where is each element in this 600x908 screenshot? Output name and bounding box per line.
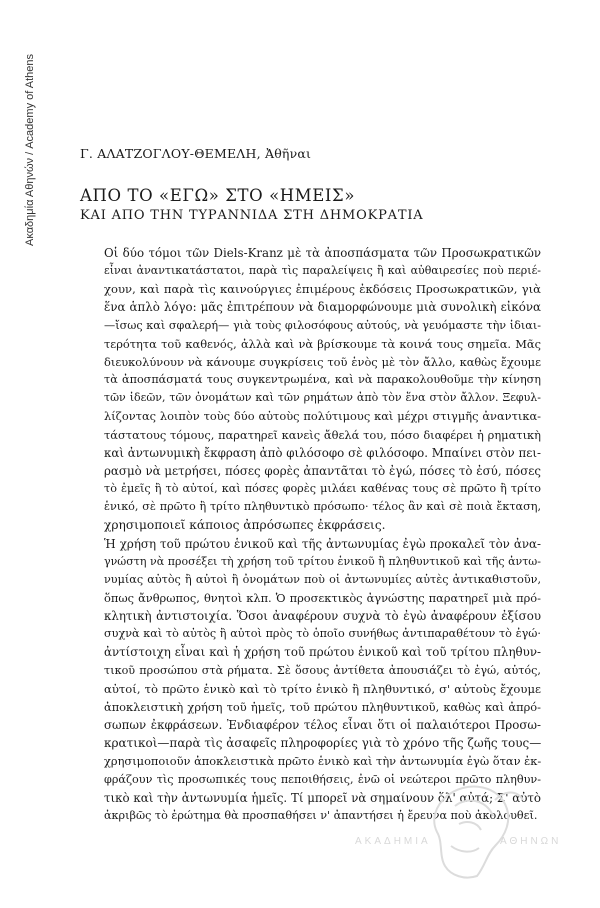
text-line: ἕνα ἁπλὸ λόγο: μᾶς ἐπιτρέπουν νὰ διαμορφώνουμε μιὰ συνολικὴ εἰκόνα	[104, 300, 541, 315]
paragraph	[80, 244, 541, 535]
text-line: φράζουν τὶς προσωπικές τους πεποιθήσεις, ἐνῶ οἱ νεώτεροι πρῶτο πληθυν-	[104, 772, 541, 786]
text-line: ἑνικό, σὲ πρῶτο ἢ τρίτο πληθυντικὸ πρόσωπο· τέλος ἂν καὶ σὲ ποιὰ ἔκταση,	[104, 500, 541, 514]
article-subtitle: ΚΑΙ ΑΠΟ ΤΗΝ ΤΥΡΑΝΝΙΔΑ ΣΤΗ ΔΗΜΟΚΡΑΤΙΑ	[80, 208, 424, 223]
text-line: τικοῦ προσώπου στὰ ρήματα. Σὲ ὅσους ἀντίθετα ἀπουσιάζει τὸ ἐγώ, αὐτός,	[104, 663, 541, 677]
text-line: αὐτοί, τὸ πρῶτο ἑνικὸ καὶ τὸ τρίτο ἑνικὸ ἢ πληθυντικό, σ' αὐτοὺς ἔχουμε	[104, 681, 541, 696]
text-line: καὶ ἀντωνυμικὴ ἔκφραση ἀπὸ φιλόσοφο σὲ φιλόσοφο. Μπαίνει στὸν πει-	[104, 445, 541, 460]
text-line: τάστατους τόμους, παρατηρεῖ κανεὶς ἄθελά του, πόσο διαφέρει ἡ ρηματικὴ	[104, 427, 541, 442]
article-body	[80, 244, 541, 825]
author-line: Γ. ΑΛΑΤΖΟΓΛΟΥ-ΘΕΜΕΛΗ, Ἀθῆναι	[80, 146, 312, 161]
text-line: διευκολύνουν νὰ κάνουμε συγκρίσεις τοῦ ἑνὸς μὲ τὸν ἄλλο, καθὼς ἔχουμε	[104, 354, 541, 369]
text-line: —ἴσως καὶ σφαλερή— γιὰ τοὺς φιλοσόφους αὐτούς, νὰ γευόμαστε τὴν ἰδιαι-	[104, 318, 541, 332]
text-line: νυμίας αὐτὸς ἢ αὐτοὶ ἢ ὀνομάτων ποὺ οἱ ἀντωνυμίες αὐτὲς ἀντικαθιστοῦν,	[104, 572, 541, 586]
watermark-text-left: ΑΚΑΔΗΜΙΑ	[355, 836, 431, 847]
text-line: εἶναι ἀναντικατάστατοι, παρὰ τὶς παραλείψεις ἢ καὶ αὐθαιρεσίες ποὺ περιέ-	[104, 264, 541, 278]
text-line: χρησιμοποιοῦν ἀποκλειστικὰ πρῶτο ἑνικὸ καὶ τὴν ἀντωνυμία ἐγὼ ὅταν ἐκ-	[104, 754, 542, 769]
text-line: χρησιμοποιεῖ κάποιος ἀπρόσωπες ἐκφράσεις.	[104, 518, 386, 533]
paragraph	[80, 535, 541, 826]
text-line: ἀκριβῶς τὸ ἐρώτημα θὰ προσπαθήσει ν' ἀπαντήσει ἡ ἔρευνα ποὺ ἀκολουθεῖ.	[104, 808, 538, 822]
text-line: τὸ ἐμεῖς ἢ τὸ αὐτοί, καὶ πόσες φορὲς μιλάει καθένας τους σὲ πρῶτο ἢ τρίτο	[104, 482, 541, 496]
text-line: λίζοντας λοιπὸν τοὺς δύο αὐτοὺς πολύτιμους καὶ μέχρι στιγμῆς ἀναντικα-	[104, 409, 541, 424]
text-line: τὰ ἀποσπάσματά τους συγκεντρωμένα, καὶ νὰ παρακολουθοῦμε τὴν κίνηση	[104, 373, 541, 387]
text-line: ἀποκλειστικὴ χρήση τοῦ ἡμεῖς, τοῦ πρώτου πληθυντικοῦ, καθὼς καὶ ἀπρό-	[104, 699, 541, 714]
text-line: ὅπως ἄνθρωπος, θνητοὶ κλπ. Ὁ προσεκτικὸς ἀγνώστης παρατηρεῖ μιὰ πρό-	[104, 590, 541, 605]
text-line: τικὸ καὶ τὴν ἀντωνυμία ἡμεῖς. Τί μπορεῖ νὰ σημαίνουν ὅλ' αὐτά; Σ' αὐτὸ	[104, 790, 541, 805]
text-line: ρασμὸ νὰ μετρήσει, πόσες φορὲς ἀπαντᾶται τὸ ἐγώ, πόσες τὸ ἐσύ, πόσες	[104, 463, 541, 478]
text-line: Οἱ δύο τόμοι τῶν Diels-Kranz μὲ τὰ ἀποσπάσματα τῶν Προσωκρατικῶν	[104, 246, 541, 260]
text-line: τερότητα τοῦ καθενός, ἀλλὰ καὶ νὰ βρίσκουμε τὰ κοινά τους σημεῖα. Μᾶς	[104, 336, 541, 351]
text-line: κρατικοὶ—παρὰ τὶς ἀσαφεῖς πληροφορίες γιὰ τὸ χρόνο τῆς ζωῆς τους—	[104, 736, 542, 751]
article-title: ΑΠΟ ΤΟ «ΕΓΩ» ΣΤΟ «ΗΜΕΙΣ»	[80, 186, 356, 205]
text-line: Ἡ χρήση τοῦ πρώτου ἑνικοῦ καὶ τῆς ἀντωνυμίας ἐγὼ προκαλεῖ τὸν ἀνα-	[104, 536, 541, 551]
text-line: ἀντίστοιχη εἶναι καὶ ἡ χρήση τοῦ πρώτου ἑνικοῦ καὶ τοῦ τρίτου πληθυν-	[104, 645, 541, 660]
text-line: σωπων ἐκφράσεων. Ἐνδιαφέρον τέλος εἶναι ὅτι οἱ παλαιότεροι Προσω-	[104, 718, 541, 733]
text-line: γνώστη νὰ προσέξει τὴ χρήση τοῦ τρίτου ἑνικοῦ ἢ πληθυντικοῦ καὶ τῆς ἀντω-	[104, 554, 541, 568]
text-line: συχνὰ καὶ τὸ αὐτὸς ἢ αὐτοὶ πρὸς τὸ ὁποῖο συνήθως ἀντιπαραθέτουν τὸ ἐγώ·	[104, 627, 541, 641]
watermark-text-right: ΑΘΗΝΩΝ	[500, 836, 562, 847]
archive-side-label: Ακαδημία Αθηνών / Academy of Athens	[24, 54, 36, 247]
text-line: χουν, καὶ παρὰ τὶς καινούργιες ἐπιμέρους ἐκδόσεις Προσωκρατικῶν, γιὰ	[104, 282, 541, 297]
text-line: τῶν ἰδεῶν, τῶν ὀνομάτων καὶ τῶν ρημάτων ἀπὸ τὸν ἕνα στὸν ἄλλον. Ξεφυλ-	[104, 391, 541, 405]
text-line: κλητικὴ ἀντιστοιχία. Ὅσοι ἀναφέρουν συχνὰ τὸ ἐγὼ ἀναφέρουν ἐξίσου	[104, 609, 541, 624]
